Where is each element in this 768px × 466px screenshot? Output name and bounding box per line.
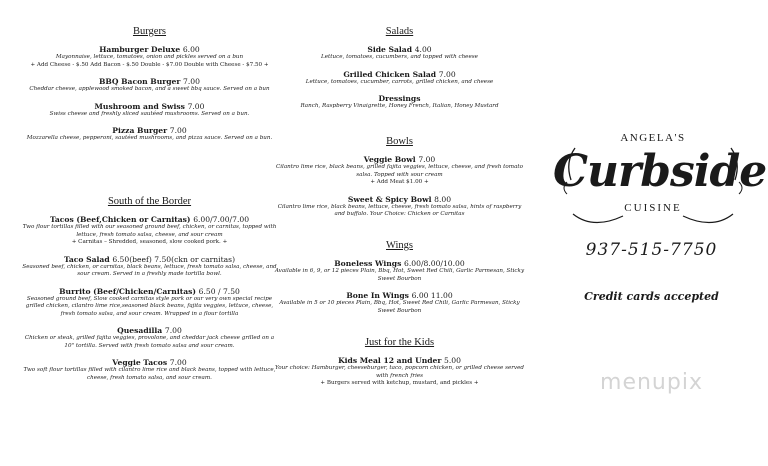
item-price: 7.00 — [187, 101, 205, 111]
phone-number: 937-515-7750 — [585, 240, 718, 260]
logo-main-text: Curbside — [553, 146, 767, 197]
item-addon: + Carnitas – Shredded, seasoned, slow cooked pork. + — [71, 239, 228, 246]
menu-item — [22, 255, 277, 279]
item-addon: + Burgers served with ketchup, mustard, and pickles + — [320, 380, 479, 387]
item-name: Boneless Wings — [334, 259, 402, 268]
item-price: 6.50(beef) 7.50(ckn or carnitas) — [112, 254, 236, 264]
item-price: 7.00 — [169, 358, 187, 368]
item-price: 7.00 — [183, 77, 200, 87]
menu-item — [22, 287, 277, 319]
item-name: Burrito (Beef/Chicken/Carnitas) — [59, 286, 197, 296]
menu-item — [22, 77, 277, 94]
section-salads — [272, 26, 527, 111]
item-price: 4.00 — [414, 45, 432, 54]
item-desc: Lettuce, tomatoes, cucumber, carrots, grilled chicken, and cheese — [305, 78, 494, 85]
item-price: 6.50 / 7.50 — [198, 286, 240, 296]
item-addon: + Add Cheese - $.50 Add Bacon - $.50 Double - $7.00 Double with Cheese - $7.50 + — [30, 61, 269, 68]
item-price: 8.00 — [434, 194, 452, 204]
item-desc: Chicken or steak, grilled fajita veggies, provolone, and cheddar jack cheese grilled on a 10" tortilla. Served with fresh tomato salsa and sour cream. — [24, 335, 275, 349]
logo-top-text: ANGELA'S — [620, 132, 686, 144]
item-desc: Available in 5 or 10 pieces Plain, Bbq, Hot, Sweet Red Chili, Garlic Parmesan, Sticky Sweet Bourbon — [279, 300, 520, 314]
item-name: Side Salad — [367, 45, 413, 54]
item-name: Pizza Burger — [112, 126, 168, 136]
menu-item — [22, 358, 277, 382]
item-name: Kids Meal 12 and Under — [338, 356, 442, 365]
section-title-south: South of the Border — [107, 196, 192, 207]
logo-bottom-text: CUISINE — [624, 202, 682, 214]
item-desc: Ranch, Raspberry Vinaigrette, Honey French, Italian, Honey Mustard — [300, 103, 499, 110]
item-desc: Cilantro lime rice, black beans, lettuce, cheese, fresh tomato salsa, hints of raspberry and buffalo. Your Choice: Chicken or Carnitas — [277, 203, 522, 218]
item-price: 6.00 — [182, 45, 200, 54]
item-price: 7.00 — [164, 326, 182, 336]
item-desc: Seasoned beef, chicken, or carnitas, black beans, lettuce, fresh tomato salsa, cheese, and sour cream. Served in a freshly made tortilla bowl. — [22, 263, 277, 278]
menu-item — [272, 70, 527, 87]
item-desc: Lettuce, tomatoes, cucumbers, and topped with cheese — [321, 54, 478, 60]
item-name: Veggie Bowl — [363, 155, 416, 164]
item-desc: Two flour tortillas filled with our seasoned ground beef, chicken, or carnitas, topped with lettuce, fresh tomato salsa, cheese, and sour cream — [22, 224, 277, 238]
section-burgers — [22, 26, 277, 143]
menu-item — [22, 215, 277, 247]
item-name: BBQ Bacon Burger — [99, 77, 181, 87]
item-desc: Mozzarella cheese, pepperoni, sautéed mushrooms, and pizza sauce. Served on a bun. — [26, 135, 273, 142]
menu-item — [272, 94, 527, 111]
item-name: Tacos (Beef,Chicken or Carnitas) — [49, 215, 191, 224]
item-desc: Two soft flour tortillas filled with cilantro lime rice and black beans, topped with lettuce, cheese, fresh tomato salsa, and sour cream. — [23, 367, 276, 382]
menu-item — [272, 356, 527, 388]
item-price: 5.00 — [444, 356, 461, 365]
section-title-kids: Just for the Kids — [364, 337, 435, 348]
section-kids — [272, 337, 527, 388]
section-title-burgers: Burgers — [132, 26, 167, 37]
restaurant-logo — [553, 132, 767, 240]
credit-cards-note: Credit cards accepted — [584, 290, 719, 303]
item-name: Grilled Chicken Salad — [343, 69, 437, 79]
section-title-wings: Wings — [386, 240, 413, 251]
item-name: Bone In Wings — [346, 291, 409, 301]
item-name: Veggie Tacos — [112, 358, 168, 368]
item-price: 7.00 — [169, 126, 187, 136]
menu-item — [22, 326, 277, 350]
item-price: 6.00/8.00/10.00 — [404, 259, 465, 268]
item-desc: Cheddar cheese, applewood smoked bacon, and a sweet bbq sauce. Served on a bun — [29, 86, 270, 93]
item-addon: + Add Meat $1.00 + — [370, 179, 429, 186]
item-price: 6.00 11.00 — [411, 291, 453, 301]
item-desc: Swiss cheese and freshly sliced sautéed mushrooms. Served on a bun. — [49, 110, 250, 117]
item-price: 7.00 — [418, 155, 436, 164]
item-desc: Mayonnaise, lettuce, tomatoes, onion and pickles served on a bun — [55, 54, 244, 60]
menu-item — [272, 45, 527, 62]
section-south-of-the-border — [22, 196, 277, 383]
menu-item — [272, 155, 527, 187]
menu-item — [22, 45, 277, 69]
item-name: Dressings — [378, 94, 421, 104]
item-name: Hamburger Deluxe — [99, 45, 181, 54]
section-title-salads: Salads — [385, 26, 414, 37]
watermark: menupix — [600, 370, 703, 395]
menu-item — [22, 126, 277, 143]
section-title-bowls: Bowls — [386, 136, 413, 147]
item-desc: Cilantro lime rice, black beans, grilled fajita veggies, lettuce, cheese, and fresh tomato salsa. Topped with sour cream — [275, 164, 524, 178]
item-name: Sweet & Spicy Bowl — [347, 194, 432, 204]
menu-item — [272, 195, 527, 219]
item-name: Taco Salad — [63, 254, 110, 264]
section-bowls — [272, 136, 527, 219]
menu-item — [272, 259, 527, 283]
menu-item — [272, 291, 527, 315]
item-price: 7.00 — [438, 69, 456, 79]
menu-item — [22, 102, 277, 119]
item-name: Quesadilla — [117, 326, 163, 336]
item-desc: Available in 6, 9, or 12 pieces Plain, Bbq, Hot, Sweet Red Chili, Garlic Parmesan, Sticky Sweet Bourbon — [274, 268, 525, 282]
item-price: 6.00/7.00/7.00 — [193, 215, 250, 224]
item-name: Mushroom and Swiss — [94, 101, 185, 111]
item-desc: Your choice: Hamburger, cheeseburger, taco, popcorn chicken, or grilled cheese served with french fries — [275, 365, 524, 379]
section-wings — [272, 240, 527, 315]
item-desc: Seasoned ground beef, Slow cooked carnitas style pork or our very own special recipe grilled chicken, cilantro lime rice,seasoned black beans, fajita veggies, lettuce, cheese, fresh tomato salsa, and sour cream. Wrapped in a flour tortilla — [25, 295, 274, 317]
